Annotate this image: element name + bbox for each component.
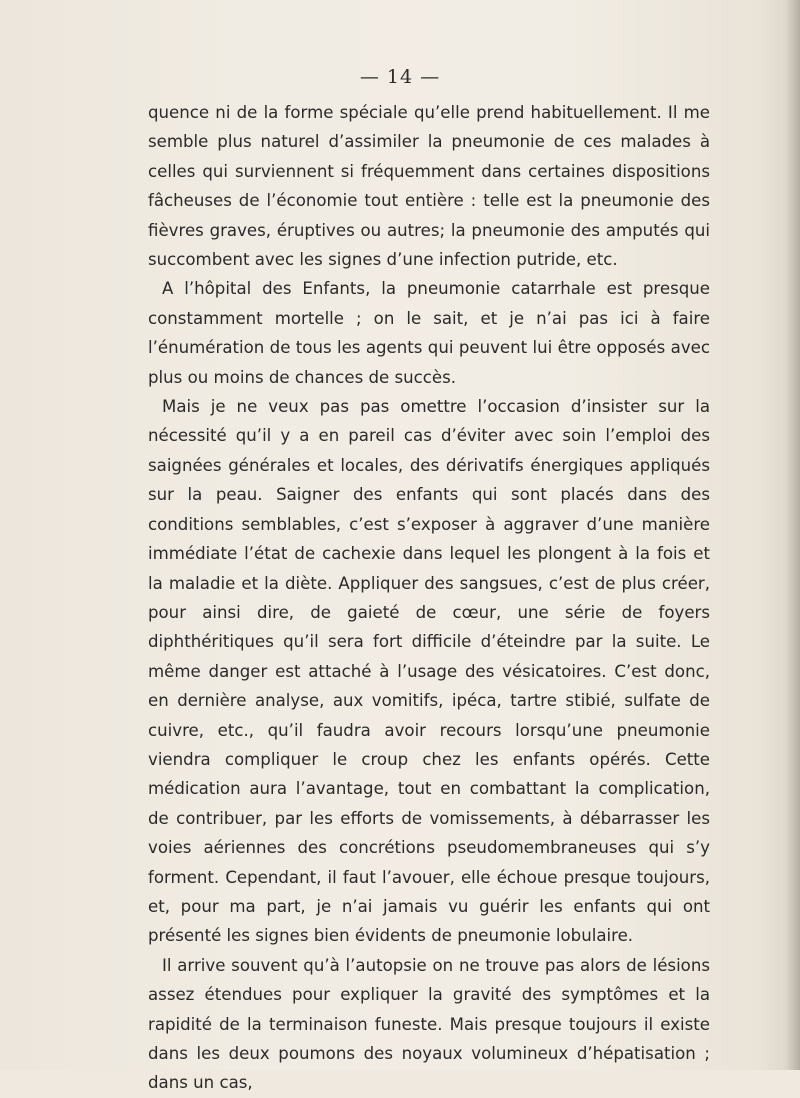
body-text <box>148 98 710 1098</box>
paragraph-2: A l’hôpital des Enfants, la pneumonie catarrhale est presque constamment mortelle ; on le sait, et je n’ai pas ici à faire l’énumération de tous les agents qui peuvent lui être opposés avec plus ou moins de chances de succès. <box>148 279 710 387</box>
paragraph-3: Mais je ne veux pas pas omettre l’occasion d’insister sur la nécessité qu’il y a en pareil cas d’éviter avec soin l’emploi des saignées générales et locales, des dérivatifs énergiques appliqués sur la peau. Saigner des enfants qui sont placés dans des conditions semblables, c’est s’exposer à aggraver d’une manière immédiate l’état de cachexie dans lequel les plongent à la fois et la maladie et la diète. Appliquer des sangsues, c’est de plus créer, pour ainsi dire, de gaieté de cœur, une série de foyers diphthéritiques qu’il sera fort difficile d’éteindre par la suite. Le même danger est attaché à l’usage des vésicatoires. C’est donc, en dernière analyse, aux vomitifs, ipéca, tartre stibié, sulfate de cuivre, etc., qu’il faudra avoir recours lorsqu’une pneumonie viendra compliquer le croup chez les enfants opérés. Cette médication aura l’avantage, tout en combattant la complication, de contribuer, par les efforts de vomissements, à débarrasser les voies aériennes des concrétions pseudomembraneuses qui s’y forment. Cependant, il faut l’avouer, elle échoue presque toujours, et, pour ma part, je n’ai jamais vu guérir les enfants qui ont présenté les signes bien évidents de pneumonie lobulaire. <box>148 397 710 946</box>
page-number: — 14 — <box>359 66 441 88</box>
paragraph-4: Il arrive souvent qu’à l’autopsie on ne trouve pas alors de lésions assez étendues pour expliquer la gravité des symptômes et la rapidité de la terminaison funeste. Mais presque toujours il existe dans les deux poumons des noyaux volumineux d’hépatisation ; dans un cas, <box>148 955 710 1093</box>
paragraph-1: quence ni de la forme spéciale qu’elle prend habituellement. Il me semble plus naturel d’assimiler la pneumonie de ces malades à celles qui surviennent si fréquemment dans certaines dispositions fâcheuses de l’économie tout entière : telle est la pneumonie des fièvres graves, éruptives ou autres; la pneumonie des amputés qui succombent avec les signes d’une infection putride, etc. <box>148 103 710 270</box>
page-edge-shadow <box>786 0 800 1070</box>
